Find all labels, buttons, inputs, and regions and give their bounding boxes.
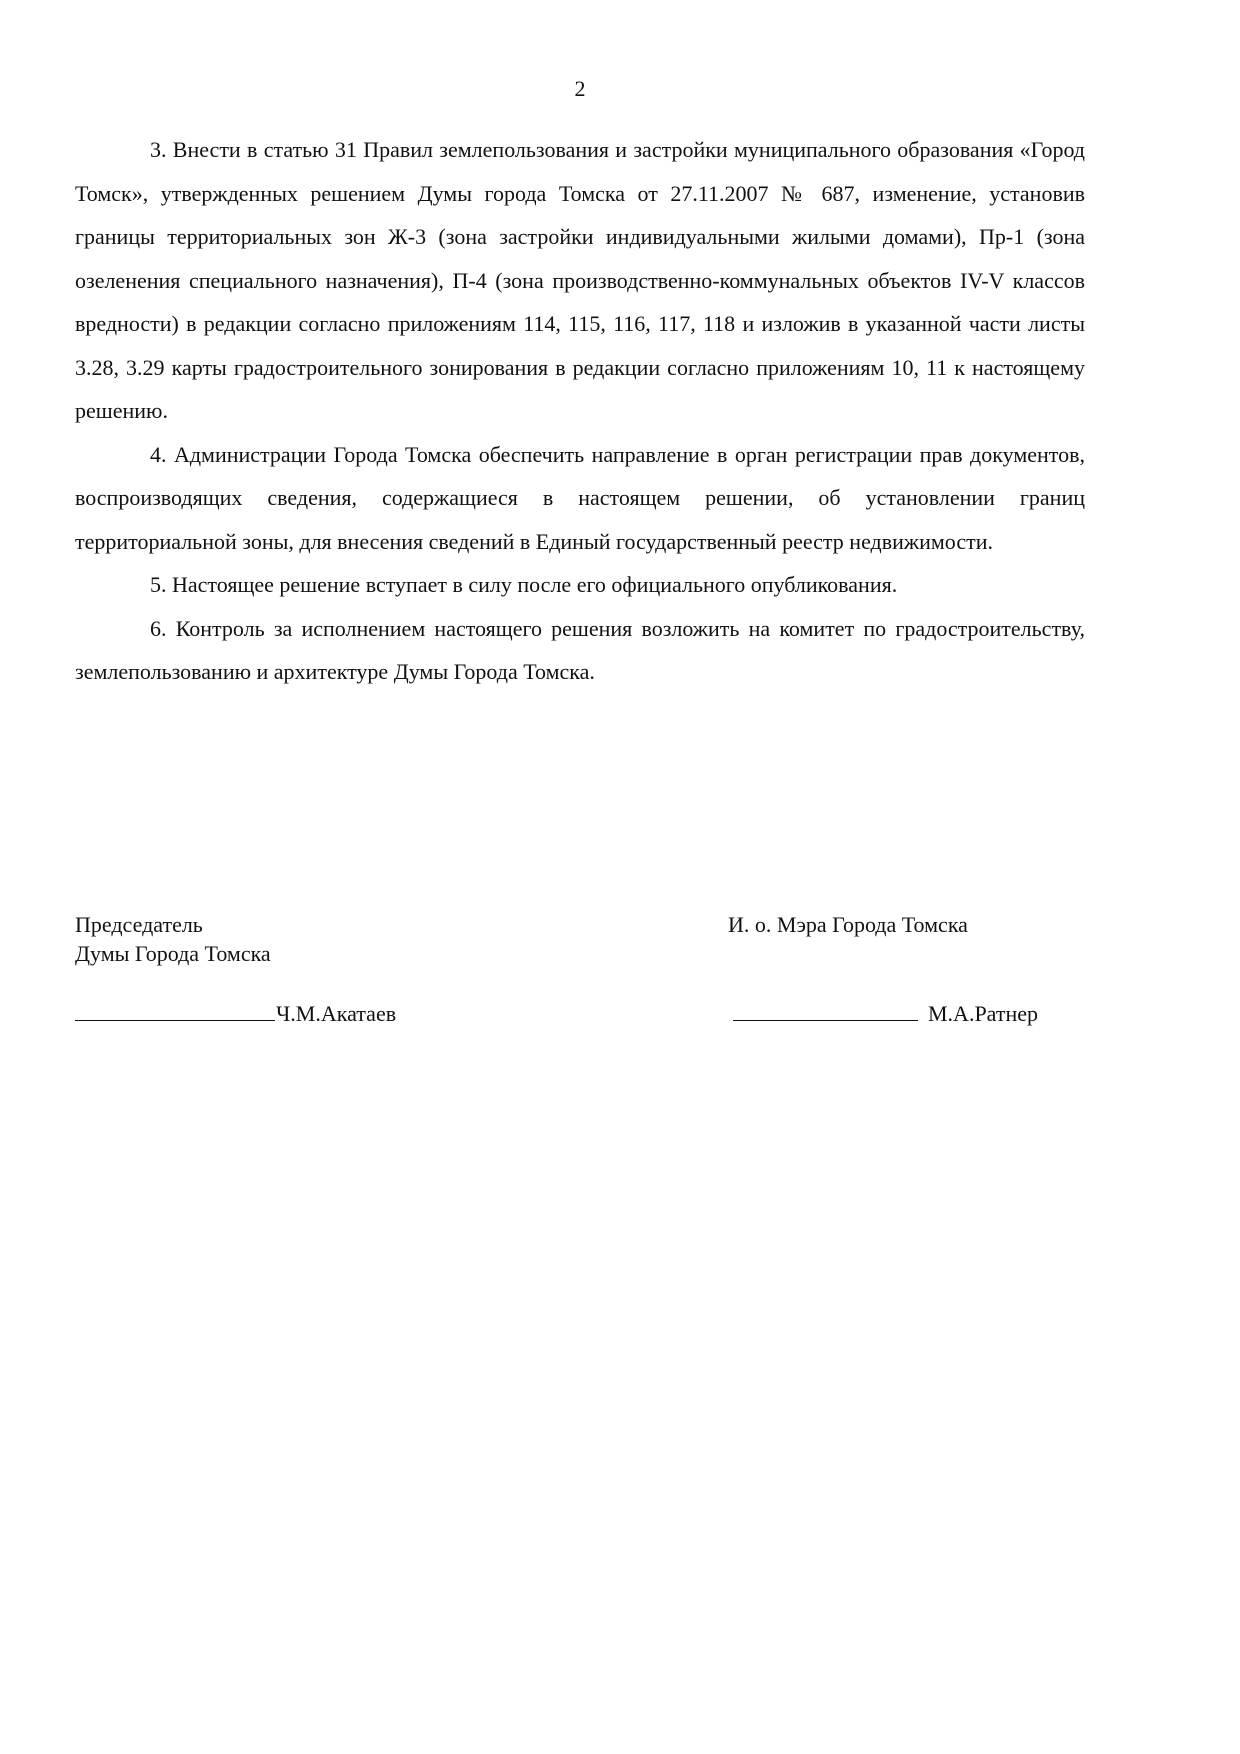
paragraph-4: 4. Администрации Города Томска обеспечить направление в орган регистрации прав документов, воспроизводящих сведения, содержащиеся в настоящем решении, об установлении границ территориальной зоны, для внесения сведений в Единый государственный реестр недвижимости. (75, 441, 1085, 554)
chairman-signature-line (75, 998, 396, 1027)
paragraph-6: 6. Контроль за исполнением настоящего решения возложить на комитет по градостроительству, землепользованию и архитектуре Думы Города Томска. (75, 615, 1085, 684)
paragraph-3: 3. Внести в статью 31 Правил землепользования и застройки муниципального образования «Город Томск», утвержденных решением Думы города Томска от 27.11.2007 № 687, изменение, установив границы территориальных зон Ж-3 (зона застройки индивидуальными жилыми домами), Пр-1 (зона озеленения специального назначения), П-4 (зона производственно-коммунальных объектов IV-V классов вредности) в редакции согласно приложениям 114, 115, 116, 117, 118 и изложив в указанной части листы 3.28, 3.29 карты градостроительного зонирования в редакции согласно приложениям 10, 11 к настоящему решению. (75, 137, 1085, 423)
signature-blank (733, 998, 918, 1021)
chairman-title-line1: Председатель (75, 912, 203, 937)
page-number: 2 (574, 76, 586, 101)
signature-blank (75, 998, 275, 1021)
mayor-name: М.А.Ратнер (928, 1001, 1039, 1026)
chairman-name: Ч.М.Акатаев (276, 1001, 397, 1026)
mayor-title: И. о. Мэра Города Томска (728, 912, 968, 937)
document-body (75, 128, 1085, 694)
paragraph-5: 5. Настоящее решение вступает в силу после его официального опубликования. (150, 572, 898, 597)
chairman-title-line2: Думы Города Томска (75, 941, 271, 966)
mayor-signature-line (733, 998, 1038, 1027)
chairman-title-block (75, 910, 271, 968)
